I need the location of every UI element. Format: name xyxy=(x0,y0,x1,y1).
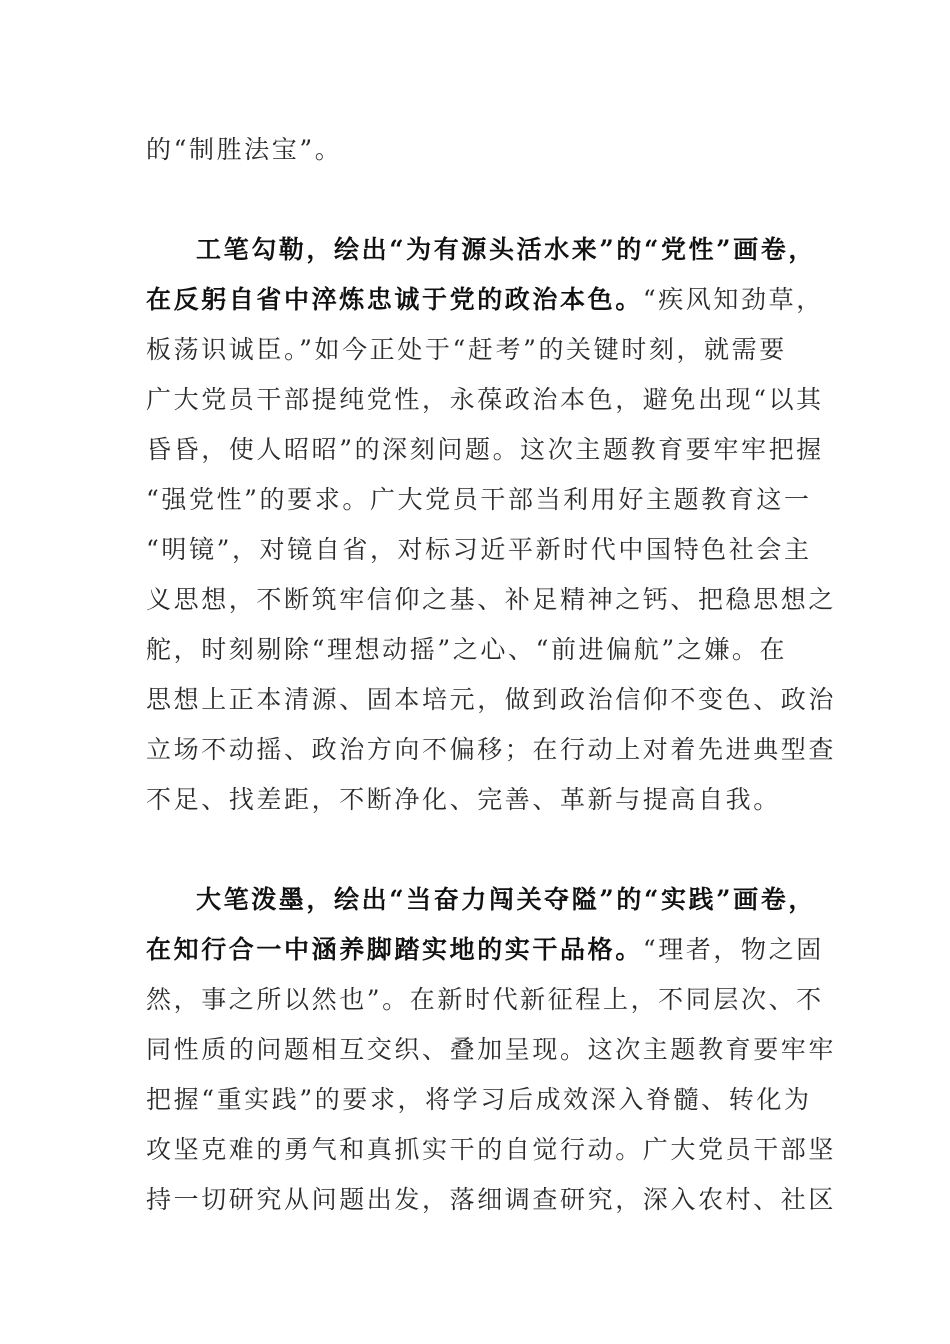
section2-heading-line1: 大笔泼墨，绘出“当奋力闯关夺隘”的“实践”画卷， xyxy=(196,885,816,914)
section1-quote-start: “疾风知劲草， xyxy=(642,285,824,314)
section-party-spirit xyxy=(146,225,837,825)
section1-body-line: 板荡识诚臣。”如今正处于“赶考”的关键时刻，就需要 xyxy=(146,335,787,364)
section1-heading-line1: 工笔勾勒，绘出“为有源头活水来”的“党性”画卷， xyxy=(196,235,816,264)
section2-body-line: 把握“重实践”的要求，将学习后成效深入脊髓、转化为 xyxy=(146,1085,812,1114)
section2-heading-line2 xyxy=(146,925,824,975)
section2-body-line: 然，事之所以然也”。在新时代新征程上，不同层次、不 xyxy=(146,985,824,1014)
section2-body-line: 持一切研究从问题出发，落细调查研究，深入农村、社区 xyxy=(146,1185,837,1214)
section1-body-line: 舵，时刻剔除“理想动摇”之心、“前进偏航”之嫌。在 xyxy=(146,635,788,664)
paragraph-gap xyxy=(146,175,808,225)
section2-body-line: 攻坚克难的勇气和真抓实干的自觉行动。广大党员干部坚 xyxy=(146,1135,837,1164)
section1-body-line: 不足、找差距，不断净化、完善、革新与提高自我。 xyxy=(146,785,781,814)
section2-quote-start: “理者，物之固 xyxy=(642,935,824,964)
section1-body-line: “强党性”的要求。广大党员干部当利用好主题教育这一 xyxy=(146,485,812,514)
document-page xyxy=(146,125,837,1225)
section1-heading-line2 xyxy=(146,275,824,325)
section1-body-line: 广大党员干部提纯党性，永葆政治本色，避免出现“以其 xyxy=(146,385,824,414)
section1-body-line: 立场不动摇、政治方向不偏移；在行动上对着先进典型查 xyxy=(146,735,837,764)
section1-heading-bold: 在反躬自省中淬炼忠诚于党的政治本色。 xyxy=(146,285,643,314)
paragraph-gap xyxy=(146,825,808,875)
section-practice xyxy=(146,875,837,1225)
section1-body-line: 义思想，不断筑牢信仰之基、补足精神之钙、把稳思想之 xyxy=(146,585,837,614)
section1-body-line: “明镜”，对镜自省，对标习近平新时代中国特色社会主 xyxy=(146,535,812,564)
section2-heading-bold: 在知行合一中涵养脚踏实地的实干品格。 xyxy=(146,935,643,964)
section2-body-line: 同性质的问题相互交织、叠加呈现。这次主题教育要牢牢 xyxy=(146,1035,837,1064)
intro-tail-line: 的“制胜法宝”。 xyxy=(146,135,343,164)
section1-body-line: 思想上正本清源、固本培元，做到政治信仰不变色、政治 xyxy=(146,685,837,714)
section1-body-line: 昏昏，使人昭昭”的深刻问题。这次主题教育要牢牢把握 xyxy=(146,435,824,464)
